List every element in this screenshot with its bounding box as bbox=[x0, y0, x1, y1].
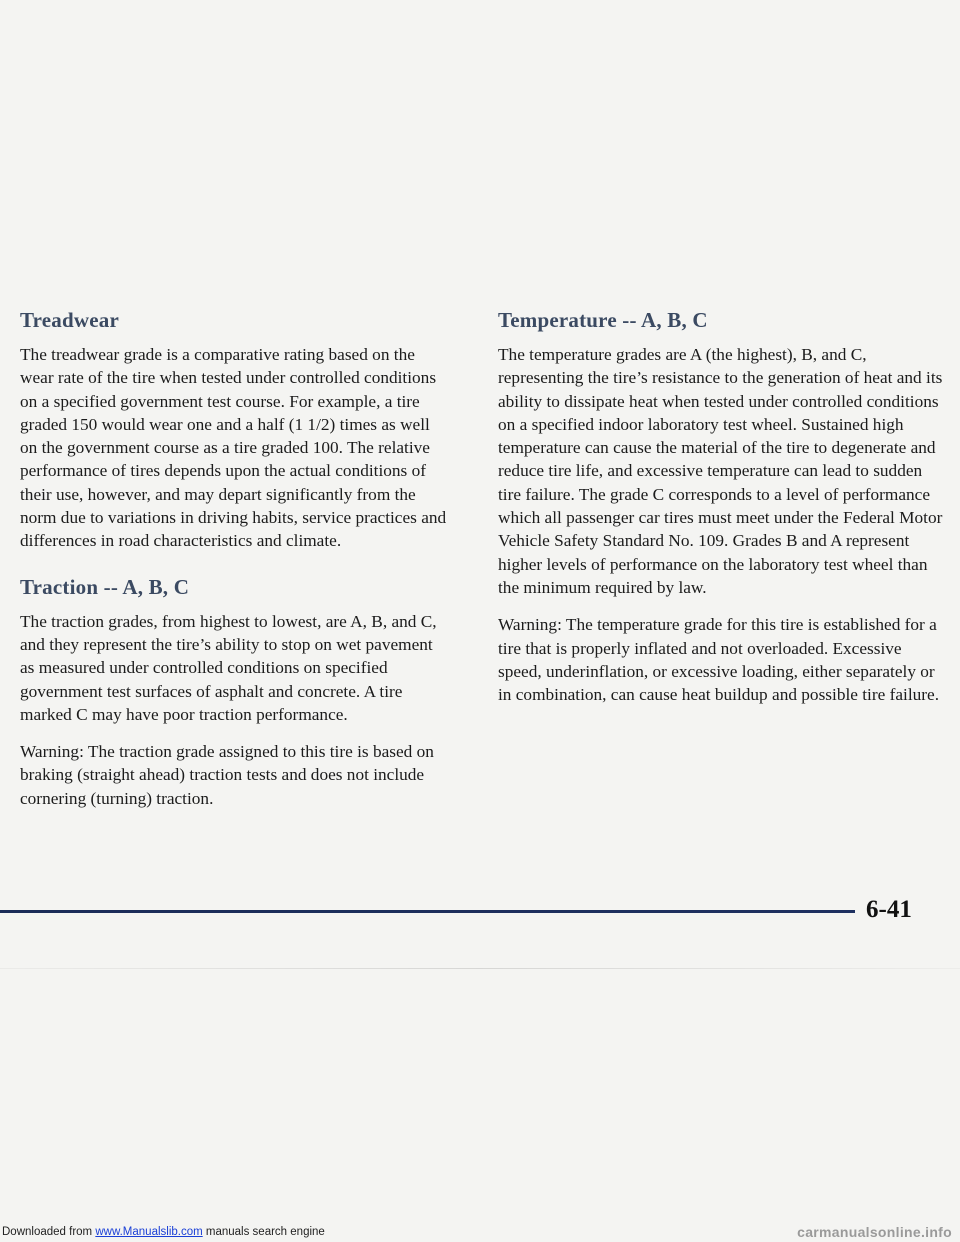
scan-line bbox=[0, 968, 960, 969]
watermark-text: carmanualsonline.info bbox=[797, 1224, 952, 1240]
manualslib-link[interactable]: www.Manualslib.com bbox=[95, 1226, 203, 1238]
right-column bbox=[498, 308, 946, 720]
treadwear-heading: Treadwear bbox=[20, 308, 119, 332]
download-footer bbox=[2, 1226, 325, 1238]
temperature-paragraph: The temperature grades are A (the highest), B, and C, representing the tire’s resistance to the generation of heat and its ability to dissipate heat when tested under controlled conditions on a specified indoor laboratory test wheel. Sustained high temperature can cause the material of the tire to degenerate and reduce tire life, and excessive temperature can lead to sudden tire failure. The grade C corresponds to a level of performance which all passenger car tires must meet under the Federal Motor Vehicle Safety Standard No. 109. Grades B and A represent higher levels of performance on the laboratory test wheel than the minimum required by law. bbox=[498, 345, 943, 597]
traction-paragraph: The traction grades, from highest to lowest, are A, B, and C, and they represent the tire’s ability to stop on wet pavement as measured under controlled conditions on specified government test surfaces of asphalt and concrete. A tire marked C may have poor traction performance. bbox=[20, 611, 437, 724]
footer-suffix: manuals search engine bbox=[202, 1226, 325, 1238]
treadwear-paragraph: The treadwear grade is a comparative rating based on the wear rate of the tire when tested under controlled conditions on a specified government test course. For example, a tire graded 150 would wear one and a half (1 1/2) times as well on the government course as a tire graded 100. The relative performance of tires depends upon the actual conditions of their use, however, and may depart significantly from the norm due to variations in driving habits, service practices and differences in road characteristics and climate. bbox=[20, 345, 447, 551]
temperature-heading: Temperature -- A, B, C bbox=[498, 308, 708, 332]
traction-heading: Traction -- A, B, C bbox=[20, 574, 190, 599]
temperature-warning: Warning: The temperature grade for this tire is established for a tire that is properly inflated and not overloaded. Excessive speed, underinflation, or excessive loading, either separately or in combination, can cause heat buildup and possible tire failure. bbox=[498, 615, 940, 705]
traction-warning: Warning: The traction grade assigned to this tire is based on braking (straight ahead) traction tests and does not include cornering (turning) traction. bbox=[20, 742, 434, 808]
footer-prefix: Downloaded from bbox=[2, 1226, 96, 1238]
left-column bbox=[20, 308, 450, 824]
footer-rule-shading bbox=[0, 910, 855, 913]
page-number: 6-41 bbox=[866, 896, 912, 923]
